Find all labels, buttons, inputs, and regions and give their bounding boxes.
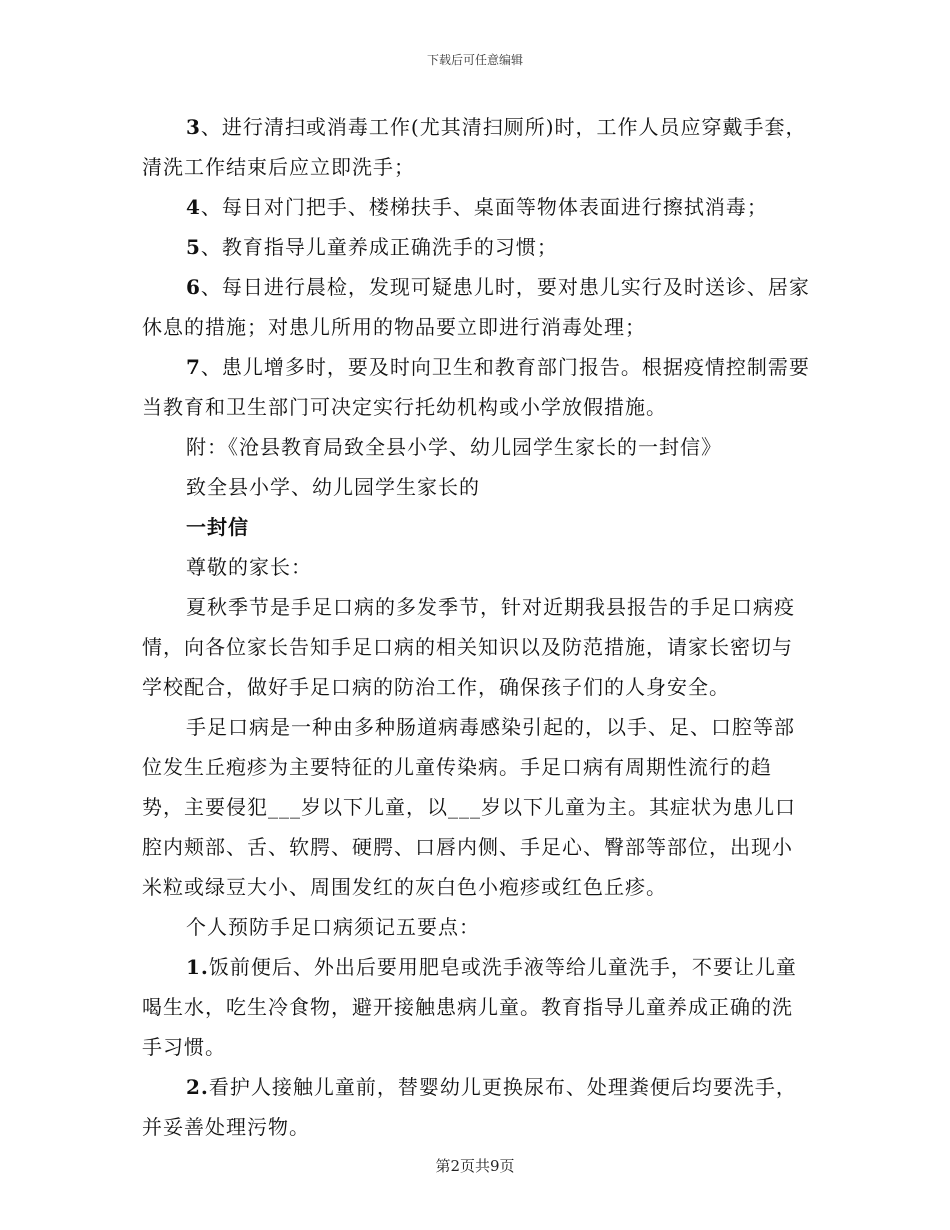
letter-title-line-2: 一封信	[186, 515, 249, 539]
letter-title-line-1: 致全县小学、幼儿园学生家长的	[186, 475, 480, 499]
item-number: 6	[186, 275, 201, 299]
salutation: 尊敬的家长：	[186, 555, 312, 579]
paragraph-point-1	[142, 947, 810, 1067]
item-text: 、每日对门把手、楼梯扶手、桌面等物体表面进行擦拭消毒；	[200, 195, 768, 219]
page-header-note: 下载后可任意编辑	[426, 53, 523, 67]
point-text: 看护人接触儿童前，替婴幼儿更换尿布、处理粪便后均要洗手，并妥善处理污物。	[142, 1075, 797, 1139]
paragraph-item-4	[142, 187, 810, 227]
item-text: 、患儿增多时，要及时向卫生和教育部门报告。根据疫情控制需要当教育和卫生部门可决定实行托幼机构或小学放假措施。	[142, 355, 810, 419]
item-text: 、每日进行晨检，发现可疑患儿时，要对患儿实行及时送诊、居家休息的措施；对患儿所用的物品要立即进行消毒处理；	[142, 275, 810, 339]
item-number: 3	[186, 115, 201, 139]
document-body	[142, 107, 810, 1147]
item-text: 、教育指导儿童养成正确洗手的习惯；	[200, 235, 558, 259]
item-number: 5	[186, 235, 201, 259]
paragraph-point-2	[142, 1067, 810, 1147]
item-text: 、进行清扫或消毒工作(尤其清扫厕所)时，工作人员应穿戴手套，清洗工作结束后应立即洗手；	[142, 115, 807, 179]
paragraph-disease-description: 手足口病是一种由多种肠道病毒感染引起的，以手、足、口腔等部位发生丘疱疹为主要特征的儿童传染病。手足口病有周期性流行的趋势，主要侵犯___岁以下儿童，以___岁以下儿童为主。其症状为患儿口腔内颊部、舌、软腭、硬腭、口唇内侧、手足心、臀部等部位，出现小米粒或绿豆大小、周围发红的灰白色小疱疹或红色丘疹。	[142, 715, 796, 899]
page-number: 第2页共9页	[435, 1157, 515, 1175]
paragraph-item-5	[142, 227, 810, 267]
paragraph-item-7	[142, 347, 810, 427]
attachment-line: 附：《沧县教育局致全县小学、幼儿园学生家长的一封信》	[186, 435, 722, 459]
paragraph-prevention-heading: 个人预防手足口病须记五要点：	[186, 915, 480, 939]
paragraph-intro: 夏秋季节是手足口病的多发季节，针对近期我县报告的手足口病疫情，向各位家长告知手足口病的相关知识以及防范措施，请家长密切与学校配合，做好手足口病的防治工作，确保孩子们的人身安全。	[142, 595, 795, 699]
item-number: 7	[186, 355, 201, 379]
point-text: 饭前便后、外出后要用肥皂或洗手液等给儿童洗手，不要让儿童喝生水，吃生冷食物，避开接触患病儿童。教育指导儿童养成正确的洗手习惯。	[142, 955, 797, 1059]
paragraph-item-3	[142, 107, 810, 187]
point-number: 1.	[186, 955, 209, 979]
point-number: 2.	[186, 1075, 209, 1099]
item-number: 4	[186, 195, 201, 219]
paragraph-item-6	[142, 267, 810, 347]
